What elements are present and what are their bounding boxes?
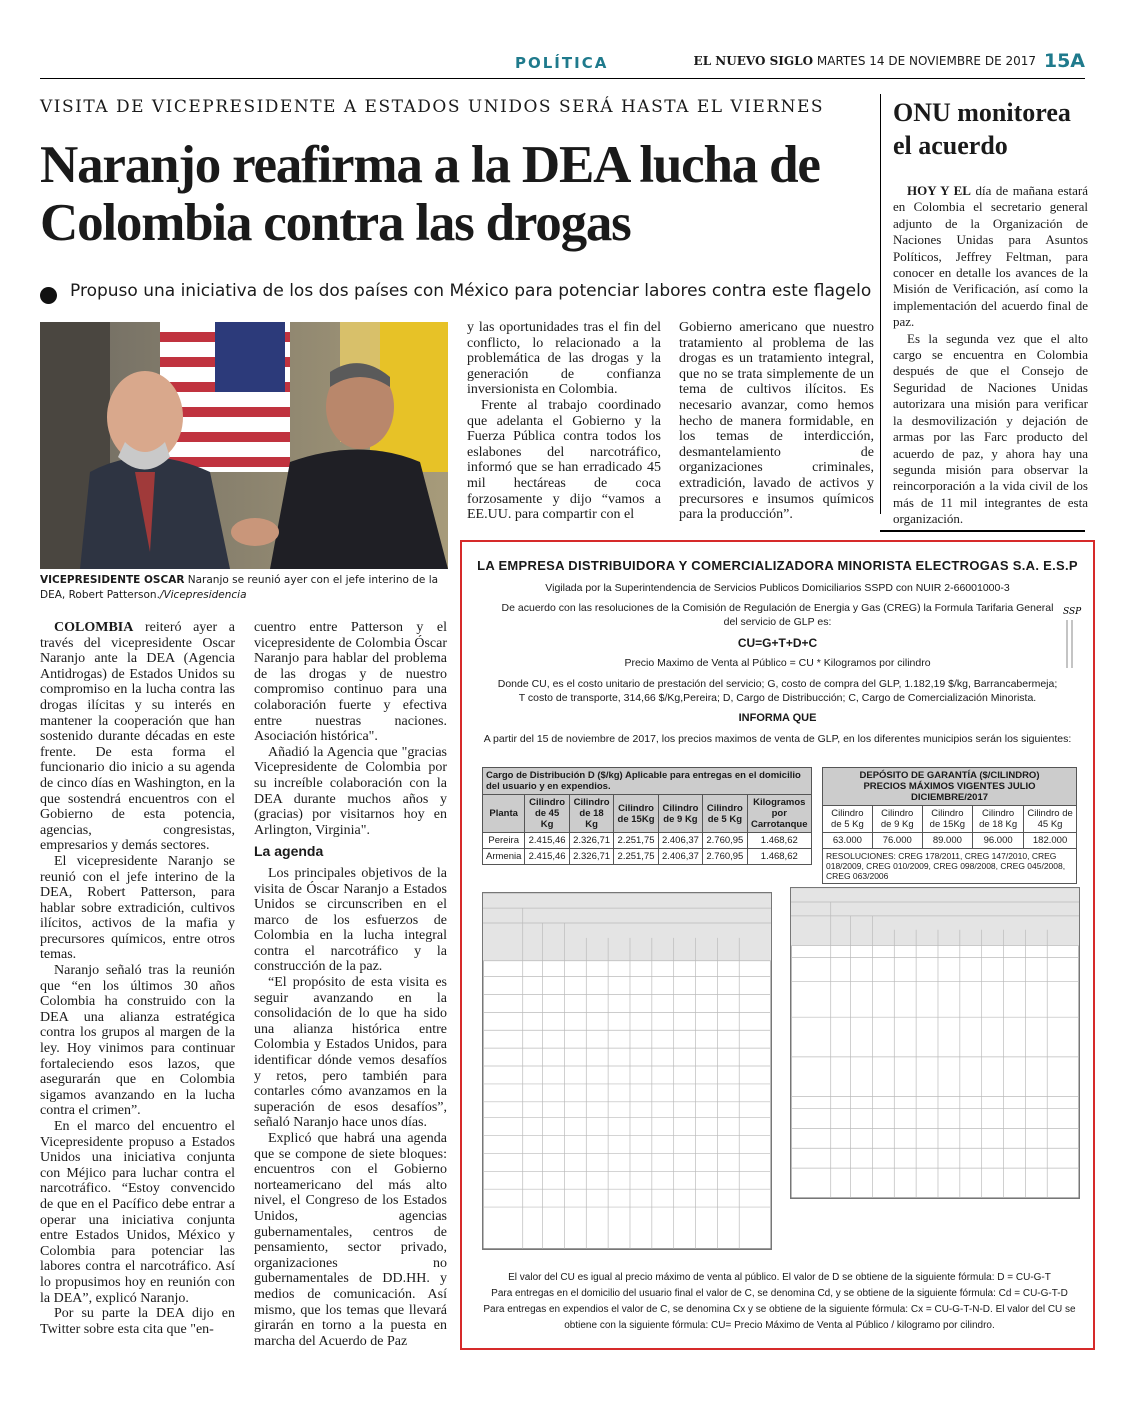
article-paragraph: y las oportunidades tras el fin del conflicto, lo relacionado a la problemática de las drogas y la generación de confianza inversionista en Colombia. <box>467 320 661 398</box>
photo-image <box>40 322 448 569</box>
article-paragraph: Añadió la Agencia que "gracias Vicepresidente de Colombia por su increíble colaboración con la DEA durante muchos años y (gracias) por visitarnos hoy en Arlington, Virginia". <box>254 744 447 838</box>
article-paragraph: Los principales objetivos de la visita de Óscar Naranjo a Estados Unidos se circunscriben en el marco de los esfuerzos de Colombia en la lucha integral contra el narcotráfico y la construcción de la paz. <box>254 865 447 975</box>
table-caption: Cargo de Distribución D ($/kg) Aplicable para entregas en el domicilio del usuario y en expendios. <box>483 768 812 795</box>
header-rule <box>40 78 1085 79</box>
article-column-3 <box>467 320 661 523</box>
table-caption <box>823 768 1077 806</box>
bullet-icon <box>40 287 57 304</box>
electrogas-advertisement <box>460 540 1095 1350</box>
table-header: Cilindro de 45 Kg <box>525 795 569 833</box>
table-cell: 2.760,95 <box>703 849 747 865</box>
table-cell: 89.000 <box>922 833 972 849</box>
ad-formula-note: obtiene con la siguiente fórmula: CU= Precio Máximo de Venta al Público / kilogramo por cilindro. <box>564 1320 995 1331</box>
article-paragraph: “El propósito de esta visita es seguir avanzando en la consolidación de lo que ha sido una alianza histórica entre Colombia y Estados Unidos, para identificar dónde vemos desafíos y retos, pero también para contarles cómo avanzamos en la superación de esos desafíos”, señaló Naranjo hace unos días. <box>254 975 447 1131</box>
distribution-charge-table <box>482 767 812 865</box>
deposit-table <box>822 767 1077 884</box>
table-cell: 2.251,75 <box>614 833 658 849</box>
ad-formula: CU=G+T+D+C <box>737 636 818 650</box>
table-header: Cilindro de 18 Kg <box>569 795 613 833</box>
sidebar-body <box>893 183 1088 528</box>
ad-formula-note: El valor del CU es igual al precio máximo de venta al público. El valor de D se obtiene de la siguiente fórmula: D = CU-G-T <box>508 1272 1051 1283</box>
table-cell: Armenia <box>483 849 525 865</box>
table-cell: 96.000 <box>973 833 1024 849</box>
page-number: 15A <box>1043 50 1085 72</box>
ad-line: T costo de transporte, 314,66 $/Kg,Pereira; D, Cargo de Distribucción; C, Cargo de Comercialización Minorista. <box>518 692 1037 704</box>
article-paragraph: cuentro entre Patterson y el vicepresidente de Colombia Óscar Naranjo para hablar del problema de las drogas y de nuestro compromiso continuo para una colaboración fuerte y efectiva entre nuestras naciones. Asociación histórica". <box>254 620 447 745</box>
ad-line: Donde CU, es el costo unitario de prestación del servicio; G, costo de compra del GLP, 1.182,19 $/kg, Barrancabermeja; <box>497 678 1058 690</box>
article-column-1 <box>40 620 235 1337</box>
ad-line: De acuerdo con las resoluciones de la Comisión de Regulación de Energia y Gas (CREG) la Formula Tarifaria General <box>501 602 1054 614</box>
ad-title: LA EMPRESA DISTRIBUIDORA Y COMERCIALIZADORA MINORISTA ELECTROGAS S.A. E.S.P <box>477 558 1078 573</box>
price-table-left <box>482 892 772 1250</box>
section-label: POLÍTICA <box>515 54 609 72</box>
deposit-title: DEPÓSITO DE GARANTÍA ($/CILINDRO) <box>859 770 1040 781</box>
table-row <box>823 833 1077 849</box>
table-header: Planta <box>483 795 525 833</box>
table-header: Cilindro de 5 Kg <box>703 795 747 833</box>
resoluciones-text: RESOLUCIONES: CREG 178/2011, CREG 147/2010, CREG 018/2009, CREG 010/2009, CREG 098/2008, CREG 045/2008, CREG 063/2006 <box>823 849 1077 884</box>
table-header: Kilogramos por Carrotanque <box>747 795 811 833</box>
table-header: Cilindro de 45 Kg <box>1024 806 1077 833</box>
table-cell: 2.326,71 <box>569 849 613 865</box>
ad-formula-note: Para entregas en expendios el valor de C, se denomina Cx y se obtiene de la siguiente fórmula: Cx = CU-G-T-N-D. El valor del CU se <box>483 1304 1076 1315</box>
caption-credit: /Vicepresidencia <box>159 589 247 601</box>
table-cell: 182.000 <box>1024 833 1077 849</box>
article-lead: COLOMBIA <box>54 620 134 635</box>
table-row <box>483 833 812 849</box>
article-headline: Naranjo reafirma a la DEA lucha de Colombia contra las drogas <box>40 136 820 252</box>
article-paragraph: Frente al trabajo coordinado que adelanta el Gobierno y la Fuerza Pública contra todos los eslabones del narcotráfico, informó que se han erradicado 45 mil hectáreas de coca forzosamente y dijo “vamos a EE.UU. para compartir con el <box>467 397 661 523</box>
sidebar-lead: HOY Y EL <box>907 183 971 198</box>
issue-date: MARTES 14 DE NOVIEMBRE DE 2017 <box>816 54 1037 68</box>
sidebar-divider <box>880 94 881 514</box>
sidebar-title: ONU monitorea el acuerdo <box>893 98 1071 160</box>
price-table-right <box>790 887 1080 1199</box>
ad-line: A partir del 15 de noviembre de 2017, los precios maximos de venta de GLP, en los diferentes municipios serán los siguientes: <box>483 733 1072 745</box>
article-column-4 <box>679 320 874 523</box>
table-cell: 76.000 <box>872 833 922 849</box>
ssp-logo-text: SSP <box>1063 607 1082 617</box>
table-header: Cilindro de 9 Kg <box>872 806 922 833</box>
table-cell: 1.468,62 <box>747 849 811 865</box>
article-paragraph: reiteró ayer a través del vicepresidente Oscar Naranjo ante la DEA (Agencia Antidrogas) de Estados Unidos su compromiso en la lucha contra las drogas ilícitas y su interés en mantener la cooperación que han sostenido durante décadas en este frente. De esta forma el funcionario dio inicio a su agenda de cinco días en Washington, en la que sostendrá encuentros con el Gobierno de esta potencia, agencias, congresistas, empresarios y demás sectores. <box>40 620 235 854</box>
table-cell: 2.760,95 <box>703 833 747 849</box>
article-photo <box>40 322 448 569</box>
ad-line: Vigilada por la Superintendencia de Servicios Publicos Domiciliarios SSPD con NUIR 2-66001000-3 <box>545 582 1010 594</box>
photo-caption <box>40 573 450 603</box>
table-cell: 2.406,37 <box>658 833 702 849</box>
ad-formula-note: Para entregas en el domicilio del usuario final el valor de C, se denomina Cd, y se obtiene de la siguiente fórmula: Cd = CU-G-T-D <box>491 1288 1068 1299</box>
sidebar-bottom-rule <box>880 530 1085 532</box>
sidebar-paragraph: día de mañana estará en Colombia el secretario general adjunto de la Organización de Naciones Unidas para Asuntos Políticos, Jeffrey Feltman, para conocer en detalle los avances de la Misión de Verificación, así como la implementación del acuerdo final de paz. <box>893 183 1088 330</box>
article-paragraph: Gobierno americano que nuestro tratamiento al problema de las drogas es un tratamiento integral, que no se trata simplemente de un tema de cultivos ilícitos. Es necesario avanzar, como hemos hecho de manera formidable, en los temas de interdicción, desmantelamiento de organizaciones criminales, extradición, lavado de activos y precursores e insumos químicos para la producción”. <box>679 320 874 523</box>
table-cell: Pereira <box>483 833 525 849</box>
table-header: Cilindro de 18 Kg <box>973 806 1024 833</box>
table-cell: 2.406,37 <box>658 849 702 865</box>
article-kicker: VISITA DE VICEPRESIDENTE A ESTADOS UNIDOS SERÁ HASTA EL VIERNES <box>40 97 825 117</box>
table-cell: 2.251,75 <box>614 849 658 865</box>
table-header: Cilindro de 15Kg <box>922 806 972 833</box>
table-cell: 1.468,62 <box>747 833 811 849</box>
table-header: Cilindro de 5 Kg <box>823 806 873 833</box>
table-cell: 63.000 <box>823 833 873 849</box>
article-paragraph: En el marco del encuentro el Vicepresidente propuso a Estados Unidos una iniciativa conjunta con Méjico para luchar contra el narcotráfico. “Estoy convencido de que en el Pacífico debe entrar a operar una iniciativa conjunta entre Estados Unidos, México y Colombia para potenciar las labores contra el narcotráfico. Así lo propusimos hoy en reunión con la DEA”, explicó Naranjo. <box>40 1119 235 1306</box>
caption-lead: VICEPRESIDENTE OSCAR <box>40 574 185 586</box>
article-subheading: La agenda <box>254 843 324 860</box>
ad-line: Precio Maximo de Venta al Público = CU * Kilogramos por cilindro <box>624 657 931 669</box>
table-header: Cilindro de 15Kg <box>614 795 658 833</box>
article-paragraph: Explicó que habrá una agenda que se compone de siete bloques: encuentros con el Gobierno norteamericano del más alto nivel, el Congreso de los Estados Unidos, agencias gubernamentales, centros de pensamiento, sector privado, organizaciones no gubernamentales de DD.HH. y medios de comunicación. Así mismo, que los temas que llevará girarán en torno a la puesta en marcha del Acuerdo de Paz <box>254 1131 447 1349</box>
table-cell: 2.415,46 <box>525 833 569 849</box>
ssp-logo <box>1057 602 1087 672</box>
caption-text: Naranjo se reunió ayer con el jefe interino de la DEA, Robert Patterson. <box>40 574 439 601</box>
article-column-2 <box>254 620 447 1349</box>
article-paragraph: Naranjo señaló tras la reunión que “en los últimos 30 años Colombia ha construido con la DEA una alianza estratégica contra los grupos al margen de la ley. Hoy vinimos para continuar fortaleciendo esos lazos, que asegurarán que en Colombia sigamos avanzando en la lucha contra el crimen”. <box>40 963 235 1119</box>
table-row <box>483 849 812 865</box>
article-subhead: Propuso una iniciativa de los dos países con México para potenciar labores contra este flagelo <box>70 281 872 301</box>
article-paragraph: El vicepresidente Naranjo se reunió con el jefe interino de la DEA, Robert Patterson, para hablar sobre extradición, cultivos ilícitos, activos de la mafia y precursores químicos, entre otros temas. <box>40 853 235 963</box>
ad-informa: INFORMA QUE <box>738 712 817 724</box>
table-cell: 2.326,71 <box>569 833 613 849</box>
paper-name: EL NUEVO SIGLO <box>693 54 814 68</box>
article-paragraph: Por su parte la DEA dijo en Twitter sobre esta cita que "en- <box>40 1306 235 1337</box>
ad-line: del servicio de GLP es: <box>723 616 832 628</box>
table-cell: 2.415,46 <box>525 849 569 865</box>
deposit-subtitle: PRECIOS MÁXIMOS VIGENTES JULIO DICIEMBRE/2017 <box>863 781 1036 803</box>
table-header: Cilindro de 9 Kg <box>658 795 702 833</box>
masthead <box>694 50 1085 72</box>
sidebar-paragraph: Es la segunda vez que el alto cargo se encuentra en Colombia después de que el Consejo de Seguridad de Naciones Unidas autorizara una misión para verificar la desmovilización y dejación de armas por las Farc producto del acuerdo de paz, y ahora hay una segunda misión para observar la reincorporación a la vida civil de los más de 11 mil integrantes de esta organización. <box>893 330 1088 527</box>
